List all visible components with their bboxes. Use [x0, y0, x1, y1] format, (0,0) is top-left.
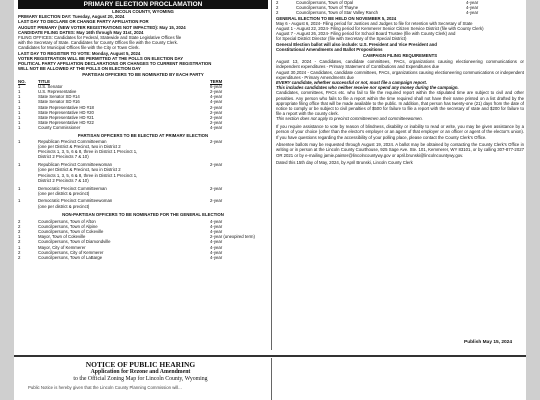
intro-line: AUGUST PRIMARY (NEW VOTER REGISTRATIONS NOT IMPACTED): May 15, 2024 — [18, 24, 186, 30]
right-top-rows — [276, 0, 524, 16]
row-title: Councilpersons, Town of Afton — [38, 218, 96, 224]
row-term: 2-year — [210, 138, 223, 144]
campaign-para-6: This section does not apply to precinct committeemen and committeewomen. — [276, 116, 423, 122]
row-no: 1 — [18, 104, 21, 110]
row-title: Councilpersons, Town of Diamondville — [38, 239, 111, 245]
precinct-block — [18, 139, 268, 162]
row-title: (one per district & precinct) — [38, 203, 90, 209]
row-title: State Representative HD #18 — [38, 104, 94, 110]
row-term: 4-year — [210, 125, 223, 131]
row-no: 2 — [276, 0, 279, 5]
proclamation-title: PRIMARY ELECTION PROCLAMATION — [18, 0, 268, 9]
row-no: 2 — [18, 254, 21, 260]
row-title: U.S. Representative — [38, 89, 77, 95]
row-title: State Senator SD #14 — [38, 94, 80, 100]
row-no: 1 — [18, 109, 21, 115]
intro-line: POLITICAL PARTY AFFILIATION DECLARATIONS OR CHANGES TO CURRENT REGISTRATION — [18, 61, 212, 67]
row-term: 2-year — [210, 162, 223, 168]
row-title: Councilpersons, Town of Cokeville — [38, 228, 104, 234]
row-title: Republican Precinct Committeeman — [38, 138, 107, 144]
row-no — [18, 191, 38, 196]
block-line — [18, 191, 268, 196]
row-title: Mayor, City of Kemmerer — [38, 244, 86, 250]
row-no: 1 — [18, 244, 21, 250]
precinct-block — [18, 186, 268, 199]
primary-blocks — [18, 139, 268, 211]
block-line — [18, 154, 268, 159]
table-row — [276, 10, 524, 15]
row-title: District 2 Precincts 7 & 10) — [38, 154, 89, 160]
col-title: TITLE — [38, 78, 50, 84]
row-term: 4-year — [210, 99, 223, 105]
proclamation-subtitle: LINCOLN COUNTY, WYOMING — [112, 9, 174, 14]
notice-subtitle: Application for Rezone and Amendment — [90, 369, 191, 375]
row-no: 2 — [276, 10, 279, 16]
row-term: 2-year — [210, 198, 223, 204]
row-term: 4-year — [210, 249, 223, 255]
col-no: NO. — [18, 78, 26, 84]
general-line: May 6 - August 6, 2024- Filing period for Justices and Judges to file for retention with Secretary of State — [276, 20, 473, 26]
general-line: Constitutional Amendments and Ballot Propositions — [276, 46, 383, 52]
block-line — [18, 204, 268, 209]
row-term: 2-year — [210, 185, 223, 191]
row-no: 2 — [18, 239, 21, 245]
block-line — [18, 178, 268, 183]
notice-body-cut: Public Notice is hereby given that the Lincoln County Planning Commission will... — [28, 385, 182, 390]
row-title: Councilpersons, Town of Thayne — [296, 5, 359, 11]
proclamation-columns — [14, 0, 526, 354]
row-title: Councilpersons, Town of Star Valley Ranch — [296, 10, 379, 16]
intro-line: with the Secretary of State. Candidates for County Offices file with the County Clerk. — [18, 40, 178, 46]
row-term — [210, 204, 268, 209]
campaign-para-2: August 30,2024 - Candidates, candidate committees, PACs, organizations causing electioneering communications or independent expenditures - Primary Amendments due — [276, 69, 524, 80]
row-term: 4-year — [466, 0, 479, 5]
row-no: 1 — [18, 99, 21, 105]
row-term: 2-year — [210, 89, 223, 95]
notice-title: NOTICE OF PUBLIC HEARING — [85, 360, 196, 369]
row-title: State Representative HD #20 — [38, 109, 94, 115]
row-no: 1 — [18, 162, 21, 168]
row-no: 1 — [18, 138, 21, 144]
row-title: County Commissioner — [38, 125, 81, 131]
assistance-para: If you require assistance to vote by reason of blindness, disability or inability to read or write, you may be given assistance by a person of your choice (other than the elector's employer or an agent of that employer or an officer or agent of the elector's union). If you have questions regarding the accessibility of your polling place, please contact the County Clerk's Office. — [276, 124, 524, 140]
row-term: 4-year — [210, 223, 223, 229]
general-line: General Election ballot will also include: U.S. President and Vice President and — [276, 41, 437, 47]
row-title: State Representative HD #21 — [38, 115, 94, 121]
row-title: State Senator SD #16 — [38, 99, 80, 105]
row-no: 1 — [18, 198, 21, 204]
row-no: 1 — [18, 185, 21, 191]
nonpartisan-rows — [18, 219, 268, 261]
row-term: 4-year — [210, 254, 223, 260]
row-term: 2-year — [210, 109, 223, 115]
notice-line: to the Official Zoning Map for Lincoln County, Wyoming — [73, 376, 208, 382]
row-no: 1 — [18, 125, 21, 131]
row-title: Democratic Precinct Committeewoman — [38, 198, 113, 204]
row-term: 4-year — [210, 218, 223, 224]
row-title: District 2 Precincts 7 & 10) — [38, 177, 89, 183]
row-no — [18, 204, 38, 209]
row-term: 4-year — [210, 244, 223, 250]
campaign-para-5: Candidates, committees, PACs etc. who fail to file the required report within the stipulated time are subject to civil and other penalties. Any person who fails to file a report within the time required shall not have their name printed on a list drafted by the appropriate filing office that will be made available to the public. In addition, that person has twenty-one (21) days from the date of notice to comply or be subject to civil penalties of $500 for failure to file a report with the secretary of state and $200 for failure to file a report with the county clerk. — [276, 90, 524, 117]
table-row — [18, 255, 268, 260]
publish-date: Publish May 15, 2024 — [464, 340, 512, 345]
intro-line: FILING OFFICES: Candidates for Federal, Statewide and State Legislative Offices file — [18, 35, 182, 41]
row-no: 2 — [276, 5, 279, 11]
section-rule — [14, 355, 526, 357]
right-column — [276, 0, 524, 166]
row-term: 4-year — [210, 239, 223, 245]
row-term — [210, 154, 268, 159]
partisan-heading: PARTISAN OFFICERS TO BE NOMINATED BY EACH PARTY — [82, 72, 204, 78]
row-term: 2-year — [210, 104, 223, 110]
row-term: 2-year — [210, 115, 223, 121]
intro-line: Candidates for Municipal Offices file with the City or Town Clerk. — [18, 45, 140, 51]
general-heading: GENERAL ELECTION TO BE HELD ON NOVEMBER 5, 2024 — [276, 15, 397, 21]
notice-divider — [271, 358, 272, 400]
row-title: Councilpersons, Town of LaBarge — [38, 254, 103, 260]
absentee-para: Absentee ballots may be requested through August 19, 2024. A ballot may be obtained by contacting the County Clerk's Office in writing or in person at the Lincoln County Courthouse, 925 Sage Ave. Ste. 101, Kemmerer, WY 83101, or by calling 307-877-2027 OR 2021 or by e-mailing jamie.painter@lincolncountywy.gov or april.brunski@lincolncountywy.gov. — [276, 142, 524, 158]
row-title: (one per District & Precinct, two in District 2 — [38, 144, 121, 150]
row-title: (one per District & Precinct, two in District 2 — [38, 167, 121, 173]
primary-heading: PARTISAN OFFICERS TO BE ELECTED AT PRIMARY ELECTION — [77, 132, 209, 138]
row-title: Mayor, Town of Cokeville — [38, 234, 86, 240]
row-term: 6-year — [210, 83, 223, 89]
row-title: Councilpersons, City of Kemmerer — [38, 249, 104, 255]
row-term — [210, 178, 268, 183]
row-no: 1 — [18, 234, 21, 240]
row-term — [210, 191, 268, 196]
campaign-heading: CAMPAIGN FILING REQUIREMENTS — [362, 53, 438, 59]
newspaper-page — [14, 0, 526, 400]
row-no: 1 — [18, 115, 21, 121]
block-gap — [18, 209, 268, 212]
row-no: 1 — [18, 83, 21, 89]
row-term: 4-year — [466, 10, 479, 16]
row-no: 1 — [18, 94, 21, 100]
intro-line: WILL NOT BE ALLOWED AT THE POLLS ON ELECTION DAY — [18, 66, 141, 72]
public-hearing-notice — [14, 360, 267, 390]
table-row — [18, 125, 268, 130]
row-title: State Representative HD #22 — [38, 120, 94, 126]
row-term: 4-year — [210, 228, 223, 234]
row-no — [18, 178, 38, 183]
intro-line: LAST DAY TO DECLARE OR CHANGE PARTY AFFILIATION FOR — [18, 19, 149, 25]
row-no — [18, 154, 38, 159]
row-term: 4-year — [466, 5, 479, 11]
intro-line: VOTER REGISTRATION WILL BE PERMITTED AT THE POLLS ON ELECTION DAY — [18, 55, 184, 61]
column-divider — [271, 0, 272, 350]
row-term: 4-year — [210, 94, 223, 100]
row-no: 2 — [18, 228, 21, 234]
intro-line: LAST DAY TO REGISTER TO VOTE: Monday, August 5, 2024 — [18, 50, 141, 56]
row-term: 2-year — [210, 120, 223, 126]
row-title: U.S. Senator — [38, 83, 63, 89]
row-no: 1 — [18, 120, 21, 126]
campaign-para-3: EVERY candidate, whether successful or not, must file a campaign report. — [276, 80, 427, 86]
row-title: Democratic Precinct Committeeman — [38, 185, 107, 191]
row-title: Precincts 1, 3, 5, 6 & 8, three in District 1 Precinct 1, — [38, 149, 138, 155]
row-title: Councilpersons, Town of Opal — [296, 0, 354, 5]
intro-line: CANDIDATE FILING DATES: May 16th through May 31st, 2024 — [18, 29, 144, 35]
col-term: TERM — [210, 78, 223, 84]
row-title: Councilpersons, Town of Alpine — [38, 223, 98, 229]
campaign-para-4: This includes candidates who neither receive nor spend any money during the campaign. — [276, 85, 459, 91]
dated-line: Dated this 15th day of May, 2024, by April Brunski, Lincoln County Clerk — [276, 160, 413, 166]
campaign-para-1: August 13, 2024 - Candidates, candidate committees, PACs, organizations causing electioneering communications or independent expenditures - Primary Statement of Contributions and Expenditures due — [276, 59, 524, 70]
row-no: 2 — [18, 218, 21, 224]
intro-block — [18, 14, 268, 71]
precinct-block — [18, 198, 268, 211]
intro-line: PRIMARY ELECTION DAY: Tuesday, August 20, 2024 — [18, 14, 125, 20]
row-no: 2 — [18, 249, 21, 255]
row-term: 2-year (unexpired term) — [210, 234, 255, 240]
row-title: Precincts 1, 3, 5, 6 & 8, three in District 1 Precinct 1, — [38, 172, 138, 178]
row-title: (one per district & precinct) — [38, 190, 90, 196]
nonpartisan-heading: NON-PARTISAN OFFICERS TO BE NOMINATED FOR THE GENERAL ELECTION — [62, 212, 224, 218]
general-line: for Special District Director (file with Secretary of the Special District) — [276, 36, 407, 42]
row-no: 2 — [18, 223, 21, 229]
left-column — [18, 0, 268, 260]
row-no: 1 — [18, 89, 21, 95]
general-line: August 1 - August 22, 2024- Filing period for Kemmerer Senior Citizen Service District (file with County Clerk) — [276, 26, 484, 32]
general-line: August 7 - August 26, 2024- Filing period for School Board Trustee (file with County Clerk) and — [276, 31, 456, 37]
precinct-block — [18, 162, 268, 185]
general-lines — [276, 21, 524, 52]
row-title: Republican Precinct Committeewoman — [38, 162, 113, 168]
partisan-rows — [18, 84, 268, 131]
